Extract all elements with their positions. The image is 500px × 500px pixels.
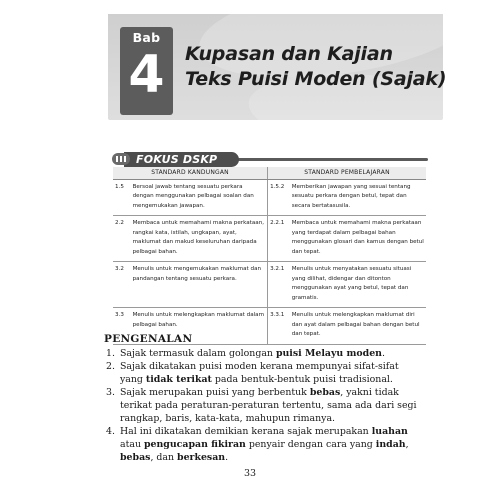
column-header-standard-kandungan: STANDARD KANDUNGAN [113, 167, 268, 179]
chapter-title-line2: Teks Puisi Moden (Sajak) [185, 68, 447, 90]
kandungan-code: 1.5 [113, 179, 131, 216]
kandungan-code: 2.2 [113, 216, 131, 262]
list-item: 4. Hal ini dikatakan demikian kerana sajak merupakan luahan atau pengucapan fikiran penyair dengan cara yang indah, bebas, dan berkesan. [106, 426, 409, 463]
pembelajaran-code: 3.2.1 [268, 262, 290, 308]
kandungan-text: Menulis untuk mengemukakan maklumat dan pandangan tentang sesuatu perkara. [131, 262, 268, 308]
pengenalan-section [104, 333, 424, 464]
table-row [113, 216, 426, 262]
list-item: 3. Sajak merupakan puisi yang berbentuk bebas, yakni tidak terikat pada peraturan-peraturan tertentu, sama ada dari segi rangkap, baris, kata-kata, mahupun rimanya. [106, 387, 417, 424]
chapter-badge [120, 27, 173, 115]
chapter-number: 4 [128, 45, 165, 105]
pembelajaran-text: Menulis untuk menyatakan sesuatu situasi yang dilihat, didengar dan ditonton menggunakan ayat yang betul, tepat dan gramatis. [290, 262, 426, 308]
pembelajaran-text: Menulis untuk melengkapkan maklumat diri dan ayat dalam pelbagai bahan dengan betul dan tepat. [290, 308, 426, 345]
section-title: PENGENALAN [104, 333, 193, 345]
column-header-standard-pembelajaran: STANDARD PEMBELAJARAN [268, 167, 426, 179]
dskp-table [113, 167, 426, 345]
chapter-label: Bab [132, 30, 161, 45]
pembelajaran-text: Memberikan jawapan yang sesuai tentang sesuatu perkara dengan betul, tepat dan secara bertatasusila. [290, 179, 426, 216]
chapter-title-line1: Kupasan dan Kajian [185, 43, 393, 65]
book-icon [112, 153, 130, 165]
list-item: 2. Sajak dikatakan puisi moden kerana mempunyai sifat-sifat yang tidak terikat pada bentuk-bentuk puisi tradisional. [106, 361, 399, 385]
pembelajaran-code: 2.2.1 [268, 216, 290, 262]
kandungan-text: Menulis untuk melengkapkan maklumat dalam pelbagai bahan. [131, 308, 268, 345]
kandungan-text: Membaca untuk memahami makna perkataan, rangkai kata, istilah, ungkapan, ayat, maklumat dan makud keseluruhan daripada pelbagai bahan. [131, 216, 268, 262]
pengenalan-list [104, 347, 424, 464]
pembelajaran-code: 1.5.2 [268, 179, 290, 216]
chapter-title [185, 42, 446, 92]
kandungan-code: 3.3 [113, 308, 131, 345]
pembelajaran-text: Membaca untuk memahami makna perkataan yang terdapat dalam pelbagai bahan menggunakan glosari dan kamus dengan betul dan tepat. [290, 216, 426, 262]
kandungan-text: Bersoal jawab tentang sesuatu perkara dengan menggunakan pelbagai soalan dan mengemukakan jawapan. [131, 179, 268, 216]
kandungan-code: 3.2 [113, 262, 131, 308]
table-row [113, 262, 426, 308]
fokus-dskp-header [112, 152, 428, 167]
table-row [113, 179, 426, 216]
list-item: 1. Sajak termasuk dalam golongan puisi Melayu moden. [106, 348, 385, 359]
fokus-divider [212, 158, 428, 161]
page-number: 33 [243, 468, 257, 479]
fokus-dskp-label: FOKUS DSKP [124, 152, 239, 167]
pembelajaran-code: 3.3.1 [268, 308, 290, 345]
